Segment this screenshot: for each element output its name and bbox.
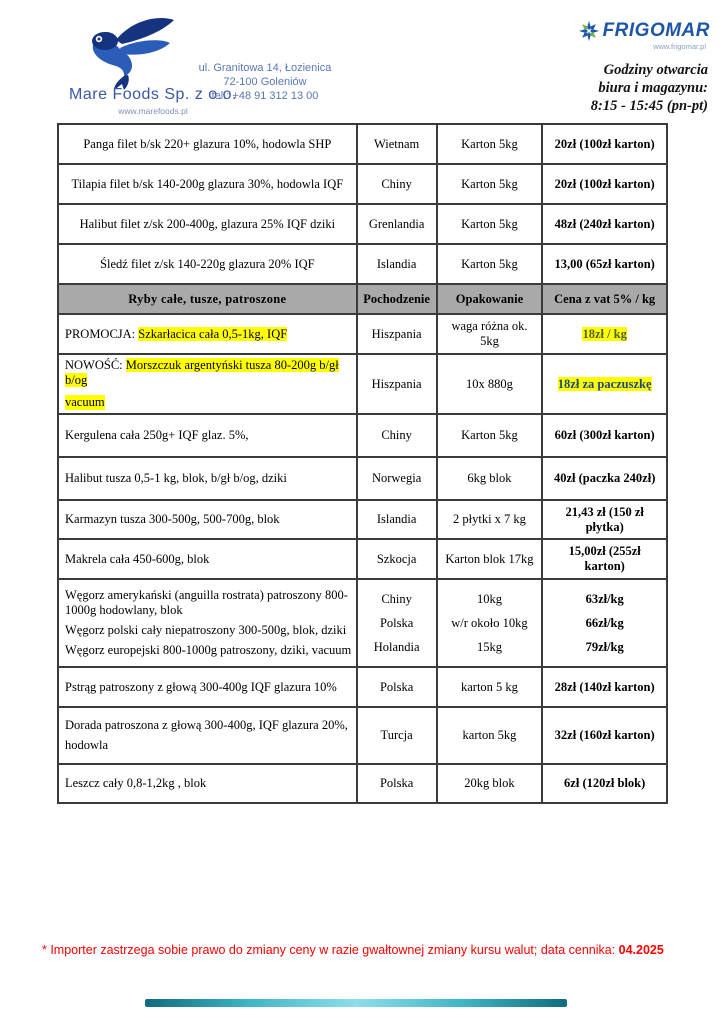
price-cell: 32zł (160zł karton) xyxy=(542,707,667,764)
product-line: Węgorz polski cały niepatroszony 300-500g, blok, dziki xyxy=(65,623,347,637)
origin-cell: Grenlandia xyxy=(357,204,437,244)
price-line: 66zł/kg xyxy=(585,615,624,630)
product-description xyxy=(58,579,357,667)
packaging-cell: waga różna ok. 5kg xyxy=(437,314,543,354)
product-description xyxy=(58,354,357,414)
packaging-cell: Karton 5kg xyxy=(437,244,543,284)
packaging-cell: Karton 5kg xyxy=(437,164,543,204)
origin-cell: Hiszpania xyxy=(357,354,437,414)
price-cell xyxy=(542,314,667,354)
product-description: Karmazyn tusza 300-500g, 500-700g, blok xyxy=(58,500,357,539)
section-header-row xyxy=(58,284,667,314)
origin-cell: Polska xyxy=(357,764,437,803)
table-row xyxy=(58,354,667,414)
column-header-packaging: Opakowanie xyxy=(437,284,543,314)
origin-cell: Polska xyxy=(357,667,437,707)
table-row xyxy=(58,124,667,164)
company-name: Mare Foods Sp. z o.o. xyxy=(69,86,237,103)
price-table xyxy=(57,123,668,804)
price-cell: 20zł (100zł karton) xyxy=(542,124,667,164)
product-description: Panga filet b/sk 220+ glazura 10%, hodowla SHP xyxy=(58,124,357,164)
packaging-cell xyxy=(437,579,543,667)
address-line: 72-100 Goleniów xyxy=(223,76,307,88)
frigomar-website: www.frigomar.pl xyxy=(653,42,706,51)
origin-cell: Hiszpania xyxy=(357,314,437,354)
product-description: Makrela cała 450-600g, blok xyxy=(58,539,357,579)
origin-line: Chiny xyxy=(381,591,412,606)
table-row xyxy=(58,764,667,803)
price-list-date: 04.2025 xyxy=(618,943,664,957)
packaging-cell: Karton 5kg xyxy=(437,414,543,457)
packaging-cell: 2 płytki x 7 kg xyxy=(437,500,543,539)
table-row xyxy=(58,457,667,500)
origin-cell: Islandia xyxy=(357,244,437,284)
section-title: Ryby całe, tusze, patroszone xyxy=(58,284,357,314)
origin-line: Holandia xyxy=(373,639,420,654)
table-row xyxy=(58,244,667,284)
promo-price: 18zł / kg xyxy=(582,326,627,341)
product-line: Węgorz europejski 800-1000g patroszony, dziki, vacuum xyxy=(65,643,352,657)
company-website: www.marefoods.pl xyxy=(118,106,188,116)
origin-cell: Chiny xyxy=(357,414,437,457)
product-description: Leszcz cały 0,8-1,2kg , blok xyxy=(58,764,357,803)
product-line: Dorada patroszona z głową 300-400g, IQF glazura 20%, xyxy=(65,718,348,732)
table-row xyxy=(58,579,667,667)
footer-accent-bar xyxy=(145,999,567,1007)
table-row xyxy=(58,539,667,579)
packaging-line: 15kg xyxy=(476,639,502,654)
new-price: 18zł za paczuszkę xyxy=(557,376,652,391)
origin-cell xyxy=(357,579,437,667)
price-cell: 20zł (100zł karton) xyxy=(542,164,667,204)
origin-cell: Turcja xyxy=(357,707,437,764)
price-cell: 60zł (300zł karton) xyxy=(542,414,667,457)
packaging-cell: karton 5 kg xyxy=(437,667,543,707)
price-cell: 40zł (paczka 240zł) xyxy=(542,457,667,500)
address-line: tel.: +48 91 312 13 00 xyxy=(211,90,319,102)
origin-cell: Norwegia xyxy=(357,457,437,500)
price-line: 79zł/kg xyxy=(585,639,624,654)
disclaimer-note xyxy=(42,943,702,957)
price-cell: 15,00zł (255zł karton) xyxy=(542,539,667,579)
column-header-origin: Pochodzenie xyxy=(357,284,437,314)
new-prefix: NOWOŚĆ: xyxy=(65,358,126,372)
address-line: ul. Granitowa 14, Łozienica xyxy=(198,62,332,74)
packaging-cell: 20kg blok xyxy=(437,764,543,803)
column-header-price: Cena z vat 5% / kg xyxy=(542,284,667,314)
new-highlight: Morszczuk argentyński tusza 80-200g b/gł b/og xyxy=(65,358,339,387)
product-description: Tilapia filet b/sk 140-200g glazura 30%, hodowla IQF xyxy=(58,164,357,204)
product-description: Pstrąg patroszony z głową 300-400g IQF glazura 10% xyxy=(58,667,357,707)
price-line: 63zł/kg xyxy=(585,591,624,606)
new-highlight-line2: vacuum xyxy=(65,395,105,409)
packaging-cell: 6kg blok xyxy=(437,457,543,500)
origin-line: Polska xyxy=(379,615,414,630)
packaging-cell: 10x 880g xyxy=(437,354,543,414)
table-row xyxy=(58,204,667,244)
opening-hours-line: biura i magazynu: xyxy=(598,80,708,96)
product-description xyxy=(58,314,357,354)
product-description: Kergulena cała 250g+ IQF glaz. 5%, xyxy=(58,414,357,457)
table-row xyxy=(58,667,667,707)
opening-hours xyxy=(470,61,708,115)
price-cell xyxy=(542,579,667,667)
packaging-cell: Karton blok 17kg xyxy=(437,539,543,579)
product-description: Halibut filet z/sk 200-400g, glazura 25% IQF dziki xyxy=(58,204,357,244)
promo-highlight: Szkarłacica cała 0,5-1kg, IQF xyxy=(138,326,288,341)
table-row xyxy=(58,707,667,764)
product-line: hodowla xyxy=(65,738,109,752)
price-cell: 28zł (140zł karton) xyxy=(542,667,667,707)
product-description: Halibut tusza 0,5-1 kg, blok, b/gł b/og, dziki xyxy=(58,457,357,500)
price-cell xyxy=(542,354,667,414)
snowflake-icon xyxy=(578,20,600,42)
packaging-cell: Karton 5kg xyxy=(437,124,543,164)
origin-cell: Szkocja xyxy=(357,539,437,579)
table-row xyxy=(58,164,667,204)
origin-cell: Islandia xyxy=(357,500,437,539)
packaging-line: 10kg xyxy=(476,591,502,606)
price-cell: 6zł (120zł blok) xyxy=(542,764,667,803)
price-cell: 48zł (240zł karton) xyxy=(542,204,667,244)
price-cell: 21,43 zł (150 zł płytka) xyxy=(542,500,667,539)
packaging-cell: karton 5kg xyxy=(437,707,543,764)
company-address xyxy=(190,61,340,103)
table-row xyxy=(58,414,667,457)
product-description: Śledź filet z/sk 140-220g glazura 20% IQF xyxy=(58,244,357,284)
opening-hours-line: 8:15 - 15:45 (pn-pt) xyxy=(590,98,708,114)
packaging-cell: Karton 5kg xyxy=(437,204,543,244)
table-row xyxy=(58,314,667,354)
origin-cell: Wietnam xyxy=(357,124,437,164)
opening-hours-line: Godziny otwarcia xyxy=(603,62,708,78)
price-cell: 13,00 (65zł karton) xyxy=(542,244,667,284)
product-line: Węgorz amerykański (anguilla rostrata) patroszony 800-1000g hodowlany, blok xyxy=(65,588,348,617)
promo-prefix: PROMOCJA: xyxy=(65,326,139,341)
packaging-line: w/r około 10kg xyxy=(451,615,528,630)
product-description xyxy=(58,707,357,764)
origin-cell: Chiny xyxy=(357,164,437,204)
table-row xyxy=(58,500,667,539)
disclaimer-text: * Importer zastrzega sobie prawo do zmiany ceny w razie gwałtownej zmiany kursu walut; data cennika: xyxy=(42,943,619,957)
frigomar-logo xyxy=(560,20,710,51)
mare-foods-fish-logo-icon xyxy=(78,10,183,90)
frigomar-wordmark: FRIGOMAR xyxy=(602,20,710,41)
